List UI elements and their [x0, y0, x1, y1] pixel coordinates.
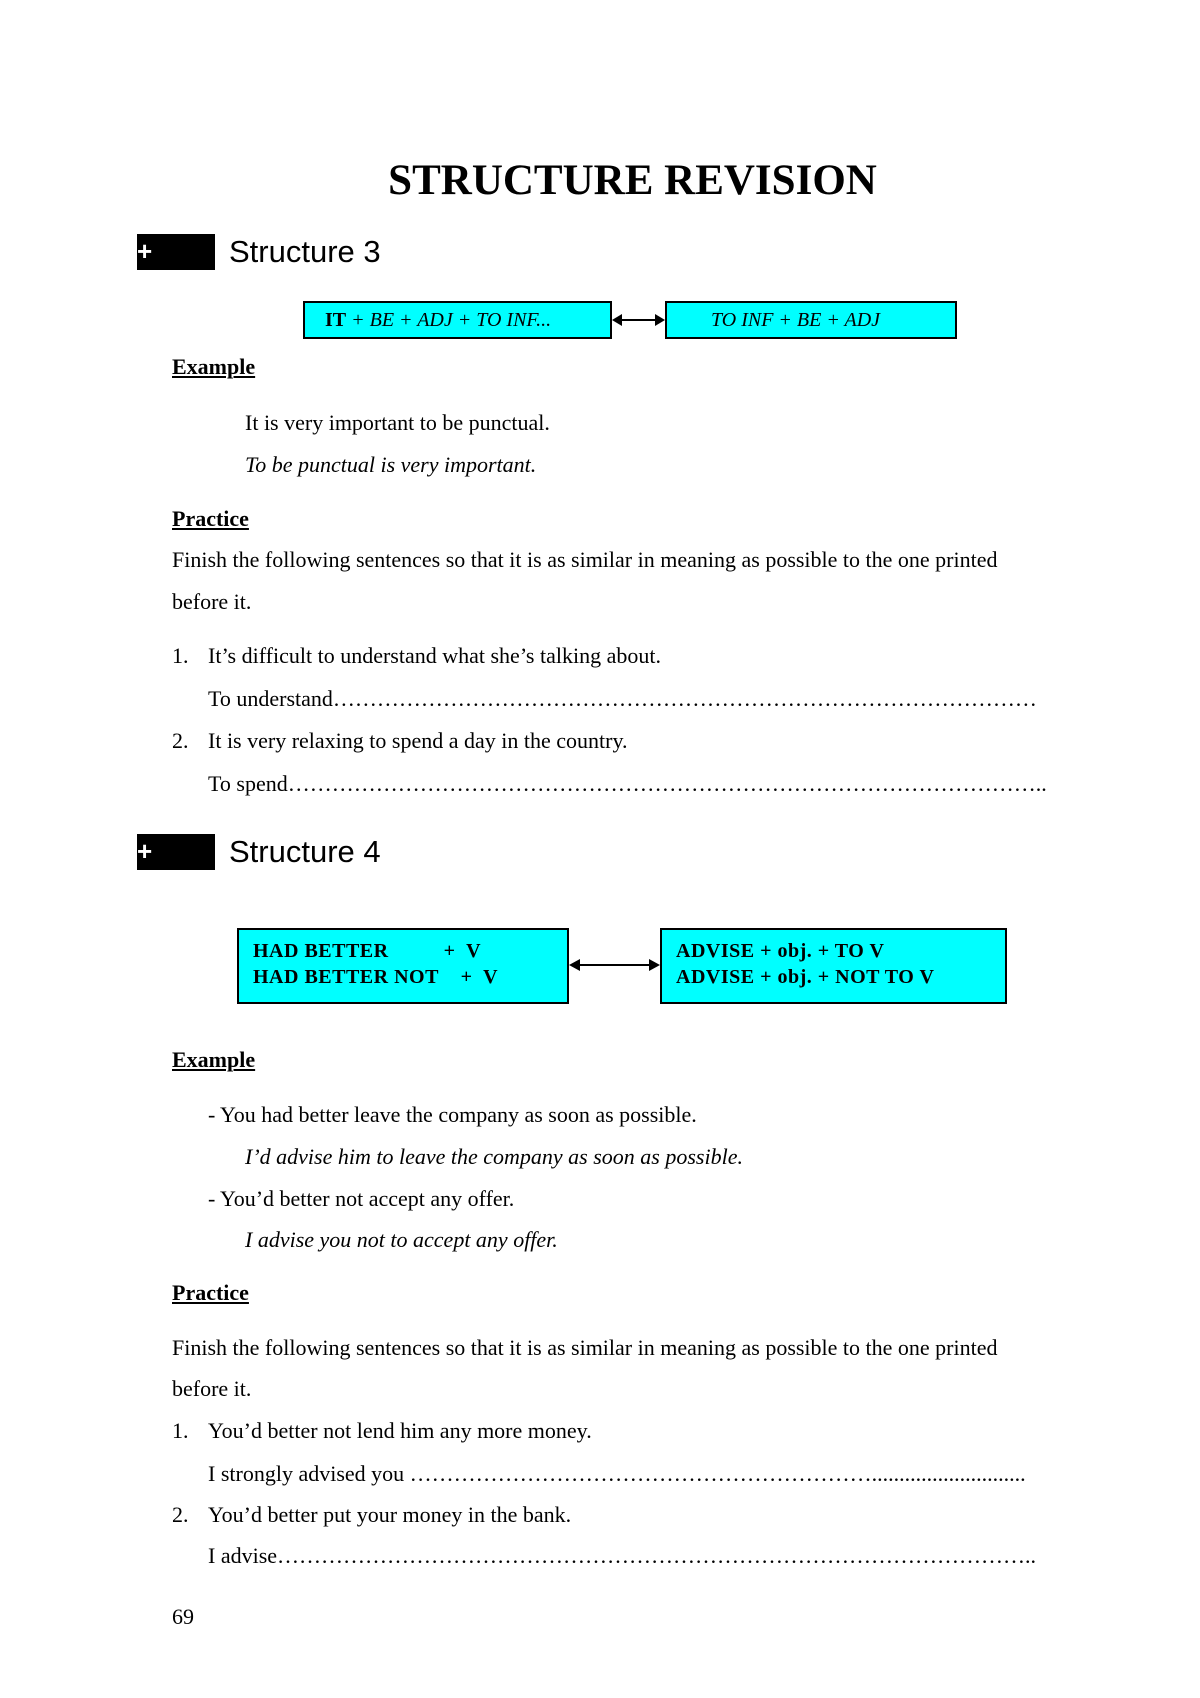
instruction-text: before it.: [172, 1376, 252, 1401]
practice-label: Practice: [172, 1280, 249, 1305]
practice-sentence: You’d better not lend him any more money.: [208, 1418, 592, 1443]
example-sentence: It is very important to be punctual.: [245, 410, 550, 435]
formula-3-left: [303, 301, 612, 339]
section-marker: [137, 834, 215, 870]
structure-3-heading: [137, 234, 537, 272]
example-transformed: To be punctual is very important.: [245, 452, 537, 477]
answer-line[interactable]: To spend…………………………………………………………………………………………..: [208, 771, 1047, 796]
formula-4-right: ADVISE + obj. + TO V ADVISE + obj. + NOT TO V: [660, 928, 1007, 1004]
formula-4-left: HAD BETTER + V HAD BETTER NOT + V: [237, 928, 569, 1004]
structure-3-title: Structure 3: [229, 234, 381, 269]
item-number: 1.: [172, 1418, 189, 1443]
formula-3-left-rest: + BE + ADJ + TO INF...: [346, 309, 552, 331]
example-transformed: I’d advise him to leave the company as soon as possible.: [245, 1144, 743, 1169]
practice-sentence: It’s difficult to understand what she’s talking about.: [208, 643, 661, 668]
item-number: 2.: [172, 1502, 189, 1527]
double-arrow-icon: [569, 955, 660, 975]
instruction-text: Finish the following sentences so that it is as similar in meaning as possible to the one printed: [172, 547, 998, 572]
structure-4-title: Structure 4: [229, 834, 381, 869]
example-label: Example: [172, 354, 256, 379]
item-number: 1.: [172, 643, 189, 668]
answer-line[interactable]: I advise…………………………………………………………………………………………..: [208, 1543, 1037, 1568]
practice-sentence: It is very relaxing to spend a day in the country.: [208, 728, 628, 753]
formula-3-right: TO INF + BE + ADJ: [665, 301, 957, 339]
formula-3-left-subject: IT: [325, 309, 347, 331]
example-label: Example: [172, 1047, 256, 1072]
section-marker: [137, 234, 215, 270]
structure-4-heading: [137, 834, 537, 872]
item-number: 2.: [172, 728, 189, 753]
instruction-text: before it.: [172, 589, 252, 614]
bullet-plus-icon: +: [137, 836, 153, 866]
instruction-text: Finish the following sentences so that it is as similar in meaning as possible to the one printed: [172, 1335, 998, 1360]
example-sentence: - You had better leave the company as soon as possible.: [208, 1102, 697, 1127]
page-title: STRUCTURE REVISION: [388, 157, 877, 204]
bullet-plus-icon: +: [137, 236, 153, 266]
practice-label: Practice: [172, 506, 249, 531]
answer-line[interactable]: To understand……………………………………………………………………………………: [208, 686, 1037, 711]
page-number: 69: [172, 1604, 194, 1629]
practice-sentence: You’d better put your money in the bank.: [208, 1502, 572, 1527]
double-arrow-icon: [612, 310, 665, 330]
example-sentence: - You’d better not accept any offer.: [208, 1186, 515, 1211]
answer-line[interactable]: I strongly advised you ………………………………………………………............................: [208, 1461, 1026, 1486]
example-transformed: I advise you not to accept any offer.: [245, 1227, 558, 1252]
